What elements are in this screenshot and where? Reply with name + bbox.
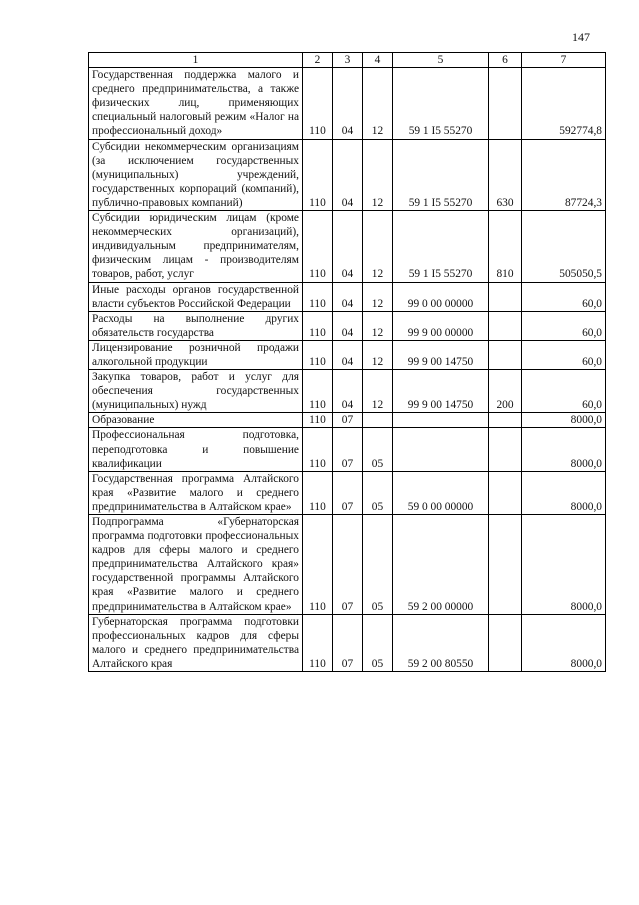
row-name: Профессиональная подготовка, переподготовка и повышение квалификации	[89, 428, 303, 471]
row-rz: 04	[333, 211, 363, 282]
row-csr: 59 0 00 00000	[393, 471, 489, 514]
row-ved: 110	[303, 282, 333, 311]
row-rz: 07	[333, 515, 363, 615]
row-pr: 05	[363, 614, 393, 671]
row-sum: 60,0	[522, 311, 606, 340]
row-sum: 505050,5	[522, 211, 606, 282]
row-name: Подпрограмма «Губернаторская программа подготовки профессиональных кадров для сферы малого и среднего предпринимательства Алтайского края» государственной программы Алтайского края «Развитие малого и среднего предпринимательства в Алтайском крае»	[89, 515, 303, 615]
row-name: Расходы на выполнение других обязательств государства	[89, 311, 303, 340]
row-name: Губернаторская программа подготовки профессиональных кадров для сферы малого и среднего предпринимательства Алтайского края	[89, 614, 303, 671]
row-name: Иные расходы органов государственной власти субъектов Российской Федерации	[89, 282, 303, 311]
row-pr: 12	[363, 68, 393, 139]
row-name: Лицензирование розничной продажи алкогольной продукции	[89, 340, 303, 369]
row-csr: 99 9 00 14750	[393, 340, 489, 369]
row-vr	[489, 282, 522, 311]
row-ved: 110	[303, 311, 333, 340]
table-row	[89, 614, 606, 671]
table-header-row	[89, 53, 606, 68]
row-sum: 87724,3	[522, 139, 606, 210]
table-row	[89, 311, 606, 340]
row-vr: 200	[489, 370, 522, 413]
row-pr: 12	[363, 282, 393, 311]
page-number: 147	[572, 30, 590, 44]
row-sum: 8000,0	[522, 471, 606, 514]
row-sum: 8000,0	[522, 614, 606, 671]
row-ved: 110	[303, 68, 333, 139]
row-ved: 110	[303, 428, 333, 471]
table-row	[89, 139, 606, 210]
row-name: Государственная поддержка малого и среднего предпринимательства, а также физических лиц, применяющих специальный налоговый режим «Налог на профессиональный доход»	[89, 68, 303, 139]
table-row	[89, 340, 606, 369]
row-ved: 110	[303, 515, 333, 615]
table-row	[89, 428, 606, 471]
header-cell: 1	[89, 53, 303, 68]
row-sum: 8000,0	[522, 428, 606, 471]
header-cell: 2	[303, 53, 333, 68]
row-ved: 110	[303, 211, 333, 282]
header-cell: 4	[363, 53, 393, 68]
row-name: Закупка товаров, работ и услуг для обеспечения государственных (муниципальных) нужд	[89, 370, 303, 413]
row-name: Государственная программа Алтайского края «Развитие малого и среднего предпринимательства в Алтайском крае»	[89, 471, 303, 514]
row-vr	[489, 68, 522, 139]
row-csr: 99 0 00 00000	[393, 282, 489, 311]
row-ved: 110	[303, 139, 333, 210]
row-vr	[489, 471, 522, 514]
row-rz: 04	[333, 340, 363, 369]
row-ved: 110	[303, 370, 333, 413]
header-cell: 6	[489, 53, 522, 68]
row-vr	[489, 311, 522, 340]
row-pr: 12	[363, 211, 393, 282]
row-vr	[489, 428, 522, 471]
row-pr: 05	[363, 428, 393, 471]
row-vr	[489, 413, 522, 428]
table-row	[89, 515, 606, 615]
row-sum: 60,0	[522, 282, 606, 311]
row-csr: 99 9 00 14750	[393, 370, 489, 413]
table-row	[89, 211, 606, 282]
row-pr: 12	[363, 311, 393, 340]
row-csr: 59 2 00 80550	[393, 614, 489, 671]
row-csr: 59 1 I5 55270	[393, 68, 489, 139]
row-vr	[489, 614, 522, 671]
row-vr	[489, 340, 522, 369]
row-rz: 04	[333, 139, 363, 210]
row-ved: 110	[303, 614, 333, 671]
row-pr: 12	[363, 340, 393, 369]
row-csr	[393, 413, 489, 428]
row-vr: 810	[489, 211, 522, 282]
row-rz: 04	[333, 370, 363, 413]
row-pr	[363, 413, 393, 428]
row-csr: 59 2 00 00000	[393, 515, 489, 615]
row-pr: 12	[363, 370, 393, 413]
row-rz: 04	[333, 68, 363, 139]
row-rz: 07	[333, 413, 363, 428]
table-row	[89, 68, 606, 139]
row-rz: 07	[333, 428, 363, 471]
row-sum: 60,0	[522, 340, 606, 369]
row-name: Субсидии некоммерческим организациям (за исключением государственных (муниципальных) учреждений, государственных корпораций (компаний), публично-правовых компаний)	[89, 139, 303, 210]
header-cell: 3	[333, 53, 363, 68]
row-rz: 04	[333, 311, 363, 340]
header-cell: 7	[522, 53, 606, 68]
row-ved: 110	[303, 340, 333, 369]
row-sum: 592774,8	[522, 68, 606, 139]
table-row	[89, 413, 606, 428]
row-sum: 8000,0	[522, 515, 606, 615]
row-sum: 8000,0	[522, 413, 606, 428]
row-ved: 110	[303, 413, 333, 428]
row-pr: 05	[363, 471, 393, 514]
row-vr	[489, 515, 522, 615]
row-pr: 05	[363, 515, 393, 615]
row-rz: 04	[333, 282, 363, 311]
row-vr: 630	[489, 139, 522, 210]
row-ved: 110	[303, 471, 333, 514]
table-row	[89, 282, 606, 311]
row-csr	[393, 428, 489, 471]
table-row	[89, 370, 606, 413]
row-pr: 12	[363, 139, 393, 210]
table-row	[89, 471, 606, 514]
budget-table	[88, 52, 606, 672]
row-sum: 60,0	[522, 370, 606, 413]
row-name: Образование	[89, 413, 303, 428]
header-cell: 5	[393, 53, 489, 68]
row-rz: 07	[333, 614, 363, 671]
row-csr: 99 9 00 00000	[393, 311, 489, 340]
row-rz: 07	[333, 471, 363, 514]
row-csr: 59 1 I5 55270	[393, 139, 489, 210]
row-name: Субсидии юридическим лицам (кроме некоммерческих организаций), индивидуальным предпринимателям, физическим лицам - производителям товаров, работ, услуг	[89, 211, 303, 282]
row-csr: 59 1 I5 55270	[393, 211, 489, 282]
